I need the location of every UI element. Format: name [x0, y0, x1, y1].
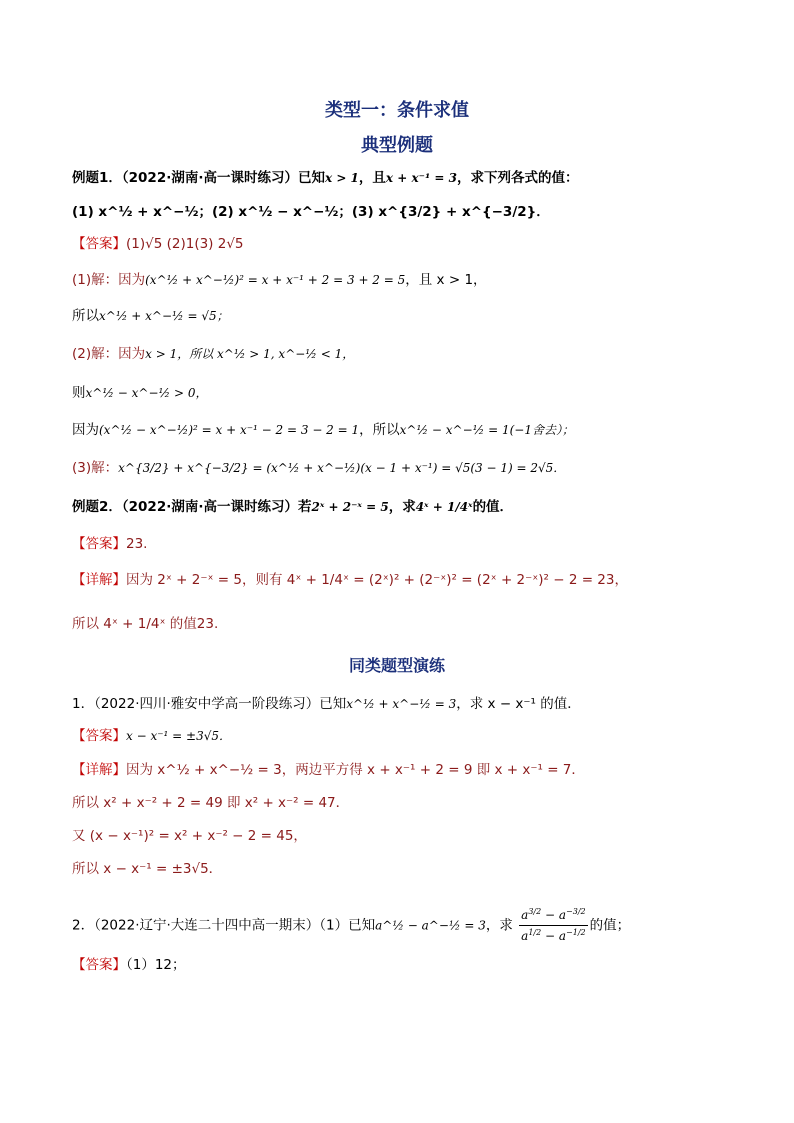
example2-question: [72, 497, 513, 517]
example1-question: [72, 168, 578, 188]
example1-parts: [72, 202, 550, 222]
example2-conclusion: [72, 614, 218, 634]
practice2-question: [72, 905, 630, 946]
example1-answer-value: (1)√5 (2)1(3) 2√5: [126, 236, 244, 252]
solution2-line2-expr: x^½ − x^−½ > 0，: [85, 386, 208, 400]
example2-cond: 2ˣ + 2⁻ˣ = 5: [311, 500, 389, 514]
practice1-tail: ，求 x − x⁻¹ 的值．: [456, 696, 581, 712]
answer-tag: 【答案】: [72, 536, 126, 552]
practice1-line2: [72, 793, 349, 813]
detail-tag: 【详解】: [72, 762, 126, 778]
example1-solution2: [72, 344, 354, 364]
example2-answer-value: 23.: [126, 536, 148, 552]
example1-solution1: [72, 270, 487, 290]
example2-detail-text: 因为 2ˣ + 2⁻ˣ = 5，则有 4ˣ + 1/4ˣ = (2ˣ)² + (2⁻ˣ)² = (2ˣ + 2⁻ˣ)² − 2 = 23，: [126, 572, 628, 588]
practice1-line2-text: 所以 x² + x⁻² + 2 = 49 即 x² + x⁻² = 47．: [72, 795, 350, 811]
detail-tag: 【详解】: [72, 572, 126, 588]
practice1-answer: [72, 726, 231, 746]
practice2-cond: a^½ − a^−½ = 3: [375, 918, 486, 933]
example2-answer: [72, 534, 147, 554]
practice2-end: 的值；: [589, 917, 631, 934]
example2-detail: [72, 570, 628, 590]
example2-end: 的值．: [472, 499, 514, 515]
answer-tag: 【答案】: [72, 957, 126, 973]
practice2-answer: [72, 955, 186, 975]
solution2-line3-mid: ，所以: [359, 422, 400, 438]
example1-tail: ，求下列各式的值：: [456, 170, 579, 186]
practice1-detail-text: 因为 x^½ + x^−½ = 3，两边平方得 x + x⁻¹ + 2 = 9 即 x + x⁻¹ = 7．: [126, 762, 585, 778]
typical-examples-title: 典型例题: [361, 135, 433, 156]
answer-tag: 【答案】: [72, 728, 126, 744]
solution2-line3-prefix: 因为: [72, 422, 99, 438]
example1-mid: ，且: [358, 170, 386, 186]
solution1-tail: ，且 x > 1，: [405, 272, 487, 288]
solution2-tag: (2)解：因为: [72, 346, 146, 362]
practice1-answer-value: x − x⁻¹ = ±3√5．: [126, 729, 232, 743]
practice-title: 同类题型演练: [348, 656, 445, 675]
solution3-expr: x^{3/2} + x^{−3/2} = (x^½ + x^−½)(x − 1 + x⁻¹) = √5(3 − 1) = 2√5．: [118, 461, 566, 475]
practice2-label: 2．（2022·辽宁·大连二十四中高一期末）（1）已知: [72, 917, 376, 934]
practice2-fraction: $\frac{a^{3/2} - a^{-3/2}}{a^{1/2} - a^{-1/2}}$: [521, 907, 586, 943]
practice1-cond: x^½ + x^−½ = 3: [346, 697, 457, 711]
practice1-label: 1．（2022·四川·雅安中学高一阶段练习）已知: [72, 696, 347, 712]
solution2-line3-expr: (x^½ − x^−½)² = x + x⁻¹ − 2 = 3 − 2 = 1: [99, 423, 360, 437]
example1-answer: [72, 234, 244, 254]
practice1-question: [72, 694, 581, 714]
example1-solution1-line2: [72, 306, 229, 326]
solution3-tag: (3)解：: [72, 460, 119, 476]
example2-target: 4ˣ + 1/4ˣ: [415, 500, 473, 514]
section-title: 类型一：条件求值: [325, 100, 469, 121]
example1-cond2: x + x⁻¹ = 3: [385, 171, 457, 185]
example2-conclusion-text: 所以 4ˣ + 1/4ˣ 的值23.: [72, 616, 219, 632]
solution1-prefix: 所以: [72, 308, 99, 324]
solution1-tag: (1)解：因为: [72, 272, 146, 288]
practice1-detail: [72, 760, 585, 780]
example1-solution2-line2: [72, 383, 207, 403]
example1-solution2-line3: [72, 420, 574, 440]
example2-label: 例题2．（2022·湖南·高一课时练习）若: [72, 499, 312, 515]
solution1-line2-expr: x^½ + x^−½ = √5；: [99, 309, 229, 323]
answer-tag: 【答案】: [72, 236, 126, 252]
practice2-tail: ，求: [485, 917, 513, 934]
example1-solution3: [72, 458, 565, 478]
example1-label: 例题1．（2022·湖南·高一课时练习）已知: [72, 170, 325, 186]
practice1-line3: [72, 826, 307, 846]
solution2-line3-tail: x^½ − x^−½ = 1(−1舍去）；: [399, 423, 574, 437]
practice1-line4: [72, 859, 222, 879]
solution2-line2-prefix: 则: [72, 385, 86, 401]
solution2-expr: x > 1，所以 x^½ > 1, x^−½ < 1，: [145, 347, 355, 361]
example1-cond1: x > 1: [324, 171, 359, 185]
practice2-answer-value: （1）12；: [126, 957, 186, 973]
example1-parts-text: (1) x^½ + x^−½；(2) x^½ − x^−½；(3) x^{3/2} + x^{−3/2}．: [72, 204, 550, 220]
example2-tail: ，求: [388, 499, 416, 515]
practice1-line3-text: 又 (x − x⁻¹)² = x² + x⁻² − 2 = 45，: [72, 828, 307, 844]
solution1-expr: (x^½ + x^−½)² = x + x⁻¹ + 2 = 3 + 2 = 5: [145, 273, 406, 287]
practice1-line4-text: 所以 x − x⁻¹ = ±3√5．: [72, 861, 223, 877]
